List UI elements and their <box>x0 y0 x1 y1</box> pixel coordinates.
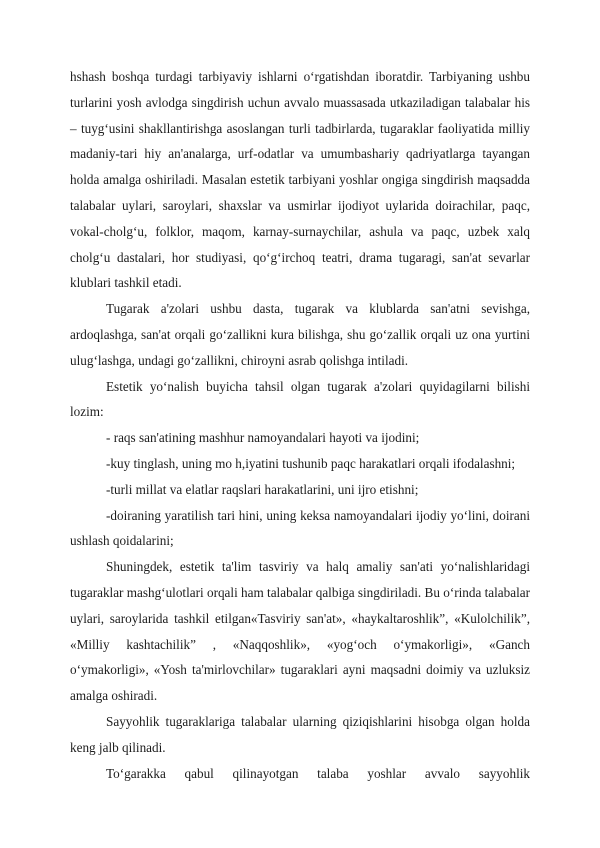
paragraph-1: hshash boshqa turdagi tarbiyaviy ishlarni o‘rgatishdan iboratdir. Tarbiyaning ushbu turlarini yosh avlodga singdirish uchun avvalo muassasada utkaziladigan talabalar his – tuyg‘usini shakllantirishga asoslangan turli tadbirlarda, tugaraklar faoliyatida milliy madaniy-tari hiy an'analarga, urf-odatlar va umumbashariy qadriyatlarga tayangan holda amalga oshiriladi. Masalan estetik tarbiyani yoshlar ongiga singdirish maqsadda talabalar uylari, saroylari, shaxslar va usmirlar ijodiyot uylarida doirachilar, paqc, vokal-cholg‘u, folklor, maqom, karnay-surnaychilar, ashula va paqc, uzbek xalq cholg‘u dastalari, hor studiyasi, qo‘g‘irchoq teatri, drama tugaragi, san'at sevarlar klublari tashkil etadi. <box>70 69 530 291</box>
list-item-3: -turli millat va elatlar raqslari harakatlarini, uni ijro etishni; <box>106 481 419 497</box>
body-text <box>70 64 530 786</box>
list-item-1: - raqs san'atining mashhur namoyandalari hayoti va ijodini; <box>106 430 420 446</box>
paragraph-6: To‘garakka qabul qilinayotgan talaba yoshlar avvalo sayyohlik <box>106 765 530 781</box>
paragraph-3: Estetik yo‘nalish buyicha tahsil olgan tugarak a'zolari quyidagilarni bilishi lozim: <box>70 378 530 420</box>
paragraph-5: Sayyohlik tugaraklariga talabalar ularning qiziqishlarini hisobga olgan holda keng jalb qilinadi. <box>70 713 530 755</box>
paragraph-2: Tugarak a'zolari ushbu dasta, tugarak va klublarda san'atni sevishga, ardoqlashga, san'at orqali go‘zallikni kura bilishga, shu go‘zallik orqali uz ona yurtini ulug‘lashga, undagi go‘zallikni, chiroyni asrab qolishga intiladi. <box>70 301 530 368</box>
list-item-2: -kuy tinglash, uning mo h,iyatini tushunib paqc harakatlari orqali ifodalashni; <box>106 455 516 471</box>
paragraph-4: Shuningdek, estetik ta'lim tasviriy va halq amaliy san'ati yo‘nalishlaridagi tugaraklar mashg‘ulotlari orqali ham talabalar qalbiga singdiriladi. Bu o‘rinda talabalar uylari, saroylarida tashkil etilgan«Tasviriy san'at», «haykaltaroshlik”, «Kulolchilik”, «Milliy kashtachilik” , «Naqqoshlik», «yog‘och o‘ymakorligi», «Ganch o‘ymakorligi», «Yosh ta'mirlovchilar» tugaraklari ayni maqsadni doimiy va uzluksiz amalga oshiradi. <box>70 559 530 704</box>
list-item-4: -doiraning yaratilish tari hini, uning keksa namoyandalari ijodiy yo‘lini, doirani ushlash qoidalarini; <box>70 507 530 549</box>
